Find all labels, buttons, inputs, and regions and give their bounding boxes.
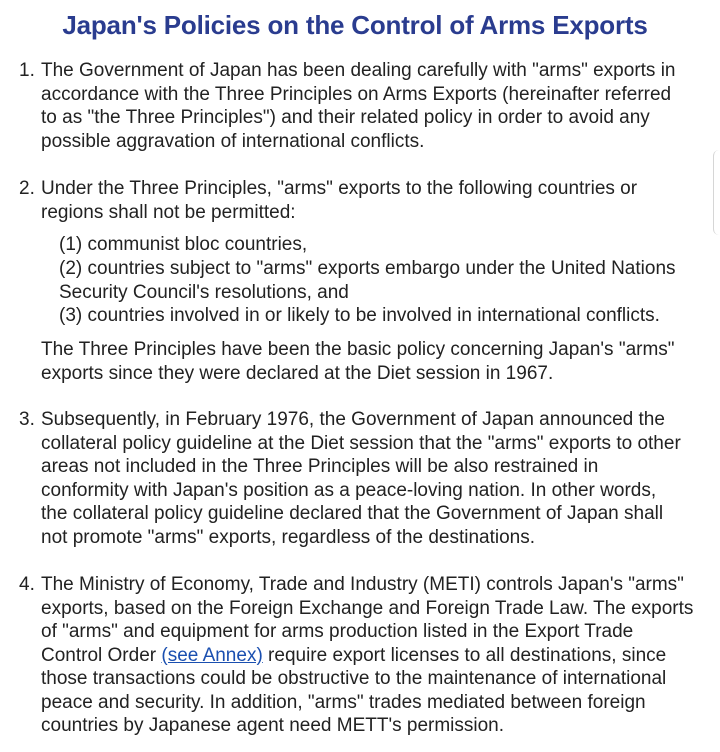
- paragraph-line: countries by Japanese agent need METT's permission.: [41, 715, 505, 736]
- item-number: 1.: [19, 60, 35, 81]
- line-text: Control Order: [41, 644, 162, 666]
- paragraph-line: regions shall not be permitted:: [41, 201, 296, 223]
- sublist-line: (1) communist bloc countries,: [59, 234, 308, 255]
- paragraph-line: those transactions could be obstructive to the maintenance of international: [41, 668, 667, 689]
- sublist-line: Security Council's resolutions, and: [59, 281, 349, 303]
- paragraph-line: exports, based on the Foreign Exchange and Foreign Trade Law. The exports: [41, 597, 694, 619]
- paragraph-line: accordance with the Three Principles on Arms Exports (hereinafter referred: [41, 83, 672, 105]
- paragraph-line: Subsequently, in February 1976, the Government of Japan announced the: [41, 409, 665, 430]
- paragraph-line: areas not included in the Three Principles will be also restrained in: [41, 456, 599, 477]
- paragraph-line: the collateral policy guideline declared that the Government of Japan shall: [41, 503, 664, 524]
- paragraph-line: of "arms" and equipment for arms production listed in the Export Trade: [41, 621, 634, 642]
- paragraph-line: exports since they were declared at the Diet session in 1967.: [41, 362, 554, 384]
- item-number: 3.: [19, 409, 35, 430]
- annex-link[interactable]: (see Annex): [161, 644, 263, 666]
- paragraph-line: peace and security. In addition, "arms" trades mediated between foreign: [41, 691, 646, 713]
- paragraph-line: not promote "arms" exports, regardless of the destinations.: [41, 526, 536, 548]
- paragraph-line: Under the Three Principles, "arms" exports to the following countries or: [41, 178, 638, 199]
- paragraph-line: conformity with Japan's position as a peace-loving nation. In other words,: [41, 479, 657, 501]
- page-title: Japan's Policies on the Control of Arms Exports: [62, 10, 648, 40]
- paragraph-line: collateral policy guideline at the Diet session that the "arms" exports to other: [41, 432, 681, 454]
- paragraph-line-with-link: [41, 644, 666, 668]
- item-number: 4.: [19, 574, 35, 595]
- paragraph-line: The Three Principles have been the basic policy concerning Japan's "arms": [41, 339, 675, 360]
- item-number: 2.: [19, 178, 35, 199]
- paragraph-line: The Government of Japan has been dealing carefully with "arms" exports in: [41, 60, 676, 81]
- scrollbar-edge[interactable]: [713, 150, 720, 235]
- sublist-line: (3) countries involved in or likely to be involved in international conflicts.: [59, 305, 660, 326]
- paragraph-line: The Ministry of Economy, Trade and Industry (METI) controls Japan's "arms": [41, 574, 684, 595]
- paragraph-line: to as "the Three Principles") and their related policy in order to avoid any: [41, 107, 650, 128]
- sublist-line: (2) countries subject to "arms" exports embargo under the United Nations: [59, 258, 676, 279]
- paragraph-line: possible aggravation of international conflicts.: [41, 130, 425, 152]
- line-text: require export licenses to all destinations, since: [262, 644, 667, 666]
